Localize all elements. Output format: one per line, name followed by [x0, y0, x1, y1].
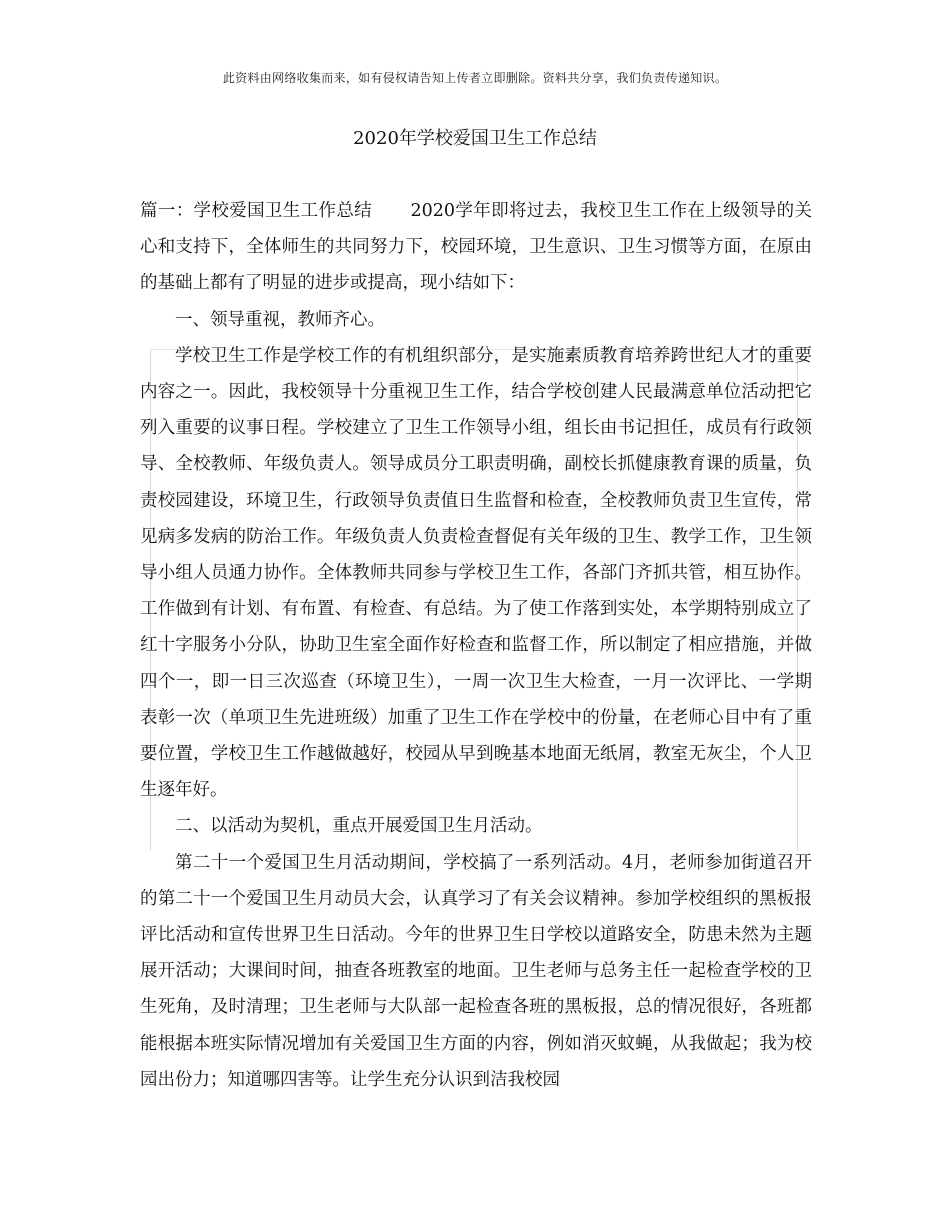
section-paragraph: 第二十一个爱国卫生月活动期间，学校搞了一系列活动。4月，老师参加街道召开的第二十一个爱国卫生月动员大会，认真学习了有关会议精神。参加学校组织的黑板报评比活动和宣传世界卫生日活动。今年的世界卫生日学校以道路安全，防患未然为主题展开活动；大课间时间，抽查各班教室的地面。卫生老师与总务主任一起检查学校的卫生死角，及时清理；卫生老师与大队部一起检查各班的黑板报，总的情况很好，各班都能根据本班实际情况增加有关爱国卫生方面的内容，例如消灭蚊蝇，从我做起；我为校园出份力；知道哪四害等。让学生充分认识到洁我校园: [140, 852, 812, 1090]
opening-label: 篇一：学校爱国卫生工作总结: [140, 201, 373, 221]
opening-paragraph: [140, 193, 812, 302]
opening-text: 2020学年即将过去，我校卫生工作在上级领导的关心和支持下，全体师生的共同努力下，校园环境，卫生意识、卫生习惯等方面，在原由的基础上都有了明显的进步或提高，现小结如下：: [140, 201, 812, 294]
section-heading: 二、以活动为契机，重点开展爱国卫生月活动。: [175, 816, 543, 837]
document-title: 2020年学校爱国卫生工作总结: [353, 128, 597, 149]
section-paragraph: 学校卫生工作是学校工作的有机组织部分，是实施素质教育培养跨世纪人才的重要内容之一。因此，我校领导十分重视卫生工作，结合学校创建人民最满意单位活动把它列入重要的议事日程。学校建立了卫生工作领导小组，组长由书记担任，成员有行政领导、全校教师、年级负责人。领导成员分工职责明确，副校长抓健康教育课的质量，负责校园建设，环境卫生，行政领导负责值日生监督和检查，全校教师负责卫生宣传，常见病多发病的防治工作。年级负责人负责检查督促有关年级的卫生、教学工作，卫生领导小组人员通力协作。全体教师共同参与学校卫生工作，各部门齐抓共管，相互协作。工作做到有计划、有布置、有检查、有总结。为了使工作落到实处，本学期特别成立了红十字服务小分队，协助卫生室全面作好检查和监督工作，所以制定了相应措施，并做四个一，即一日三次巡查（环境卫生），一周一次卫生大检查，一月一次评比、一学期表彰一次（单项卫生先进班级）加重了卫生工作在学校中的份量，在老师心目中有了重要位置，学校卫生工作越做越好，校园从早到晚基本地面无纸屑，教室无灰尘，个人卫生逐年好。: [140, 345, 812, 801]
section-heading: 一、领导重视，教师齐心。: [175, 309, 385, 330]
header-disclaimer: 此资料由网络收集而来，如有侵权请告知上传者立即删除。资料共分享，我们负责传递知识。: [222, 71, 728, 85]
document-body: [140, 193, 812, 1098]
